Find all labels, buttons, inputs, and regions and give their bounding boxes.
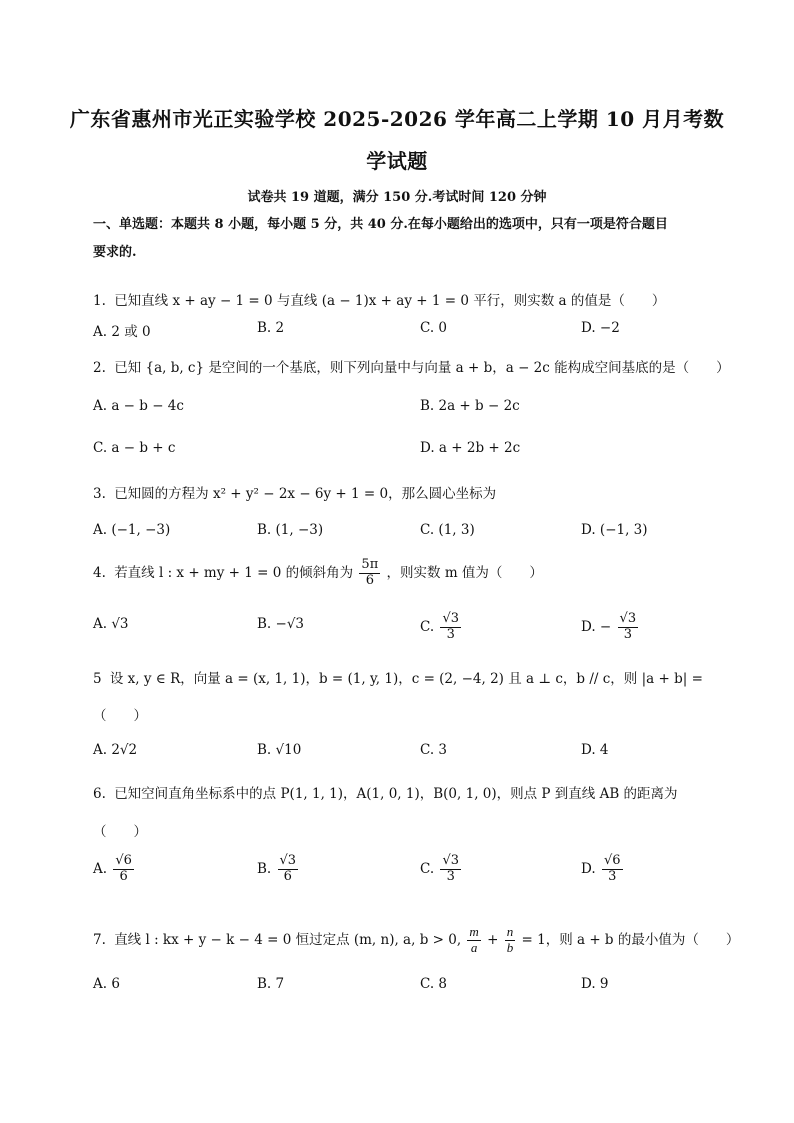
plus-sign: +	[487, 931, 499, 948]
option-c-label: C.	[420, 618, 435, 635]
question-stem: 已知 {a, b, c} 是空间的一个基底，则下列向量中与向量 a + b，a − 2c 能构成空间基底的是（ ）	[114, 360, 730, 376]
option-c: C. a − b + c	[93, 440, 176, 456]
fraction-numerator: √3	[442, 611, 459, 626]
question-number: 4.	[93, 564, 106, 581]
question-7-options	[93, 976, 703, 1006]
fraction-numerator: n	[506, 924, 514, 939]
fraction-numerator: √3	[279, 853, 297, 868]
question-stem-post: = 1，则 a + b 的最小值为（ ）	[521, 931, 740, 948]
fraction-denominator: 3	[446, 868, 455, 884]
question-4	[93, 558, 703, 589]
fraction-numerator: m	[469, 924, 479, 939]
option-b: B. (1, −3)	[257, 522, 324, 538]
option-d	[581, 612, 640, 643]
option-d: D. 9	[581, 976, 609, 992]
option-d: D. 4	[581, 742, 609, 758]
option-c	[420, 854, 463, 885]
option-a: A. 2 或 0	[93, 324, 151, 340]
option-a: A. (−1, −3)	[93, 522, 171, 538]
option-b: B. 2	[257, 320, 285, 336]
option-c: C. (1, 3)	[420, 522, 475, 538]
option-b: B. −√3	[257, 616, 305, 632]
fraction-n-over-b	[505, 925, 516, 956]
question-7	[93, 924, 740, 956]
option-d-label: D.	[581, 860, 596, 877]
question-stem-post: ，则实数 m 值为（ ）	[386, 564, 543, 581]
fraction-denominator: b	[506, 939, 514, 955]
question-2	[93, 356, 730, 376]
option-a: A. √3	[93, 616, 129, 632]
option-b-fraction	[278, 854, 299, 885]
option-a: A. 2√2	[93, 742, 138, 758]
question-5	[93, 667, 703, 687]
question-number: 6.	[93, 786, 106, 802]
question-stem-pre: 直线 l : kx + y − k − 4 = 0 恒过定点 (m, n), a, b > 0,	[114, 931, 462, 948]
section-heading-line1: 一、单选题：本题共 8 小题，每小题 5 分，共 40 分.在每小题给出的选项中，只有一项是符合题目	[93, 217, 668, 232]
option-a	[93, 854, 136, 885]
question-number: 5	[93, 671, 102, 687]
document-title-line2: 学试题	[366, 149, 428, 173]
option-c: C. 0	[420, 320, 448, 336]
question-2-options-row2	[93, 440, 703, 470]
option-b-label: B.	[257, 860, 272, 877]
fraction-denominator: 3	[623, 626, 632, 642]
option-b: B. 2a + b − 2c	[420, 398, 520, 414]
option-d: D. a + 2b + 2c	[420, 440, 521, 456]
inclination-fraction	[359, 558, 380, 589]
question-stem: 设 x, y ∈ R，向量 a = (x, 1, 1)，b = (1, y, 1)，c = (2, −4, 2) 且 a ⊥ c，b // c，则 |a + b| =	[109, 671, 703, 687]
fraction-numerator: √6	[115, 853, 132, 868]
question-stem: 已知圆的方程为 x² + y² − 2x − 6y + 1 = 0，那么圆心坐标为	[114, 486, 497, 502]
question-1	[93, 289, 703, 309]
question-6-options	[93, 854, 703, 896]
option-b: B. √10	[257, 742, 302, 758]
question-3-options	[93, 522, 703, 552]
fraction-denominator: 6	[283, 868, 292, 884]
question-4-options	[93, 612, 703, 652]
option-b: B. 7	[257, 976, 285, 992]
fraction-denominator: 3	[608, 868, 617, 884]
fraction-numerator: 5π	[361, 557, 379, 572]
option-d: D. −2	[581, 320, 620, 336]
question-number: 2.	[93, 360, 106, 376]
option-d-fraction	[618, 612, 639, 643]
section-heading	[93, 211, 703, 267]
fraction-denominator: 3	[446, 626, 455, 642]
question-number: 3.	[93, 486, 106, 502]
option-c: C. 3	[420, 742, 448, 758]
fraction-denominator: 6	[365, 572, 374, 588]
fraction-denominator: 6	[119, 868, 128, 884]
question-3	[93, 482, 703, 502]
question-2-options-row1	[93, 398, 703, 428]
option-c: C. 8	[420, 976, 448, 992]
option-c-fraction	[440, 612, 461, 643]
fraction-numerator: √6	[603, 853, 621, 868]
option-d: D. (−1, 3)	[581, 522, 648, 538]
question-5-options	[93, 742, 703, 772]
option-a-fraction	[113, 854, 134, 885]
option-c	[420, 612, 463, 643]
question-stem-pre: 若直线 l : x + my + 1 = 0 的倾斜角为	[114, 564, 354, 581]
document-title-line1: 广东省惠州市光正实验学校 2025-2026 学年高二上学期 10 月月考数	[69, 107, 725, 131]
question-stem: 已知直线 x + ay − 1 = 0 与直线 (a − 1)x + ay + 1 = 0 平行，则实数 a 的值是（ ）	[114, 293, 666, 309]
fraction-numerator: √3	[619, 611, 637, 626]
fraction-m-over-a	[467, 925, 480, 956]
section-heading-line2: 要求的.	[93, 245, 137, 260]
option-c-label: C.	[420, 860, 435, 877]
option-a: A. 6	[93, 976, 120, 992]
exam-info-subtitle: 试卷共 19 道题，满分 150 分.考试时间 120 分钟	[247, 190, 547, 205]
option-a-label: A.	[93, 860, 108, 877]
question-stem: 已知空间直角坐标系中的点 P(1, 1, 1)，A(1, 0, 1)，B(0, 1, 0)，则点 P 到直线 AB 的距离为	[114, 786, 678, 802]
question-1-options	[93, 320, 703, 350]
question-5-paren: （ ）	[93, 708, 147, 724]
option-b	[257, 854, 300, 885]
question-6	[93, 782, 703, 802]
option-d-label: D. −	[581, 618, 612, 635]
option-d	[581, 854, 625, 885]
fraction-denominator: a	[470, 939, 478, 955]
fraction-numerator: √3	[442, 853, 459, 868]
question-number: 1.	[93, 293, 106, 309]
question-number: 7.	[93, 931, 106, 948]
question-6-paren: （ ）	[93, 824, 147, 840]
option-d-fraction	[602, 854, 623, 885]
option-c-fraction	[440, 854, 461, 885]
option-a: A. a − b − 4c	[93, 398, 184, 414]
